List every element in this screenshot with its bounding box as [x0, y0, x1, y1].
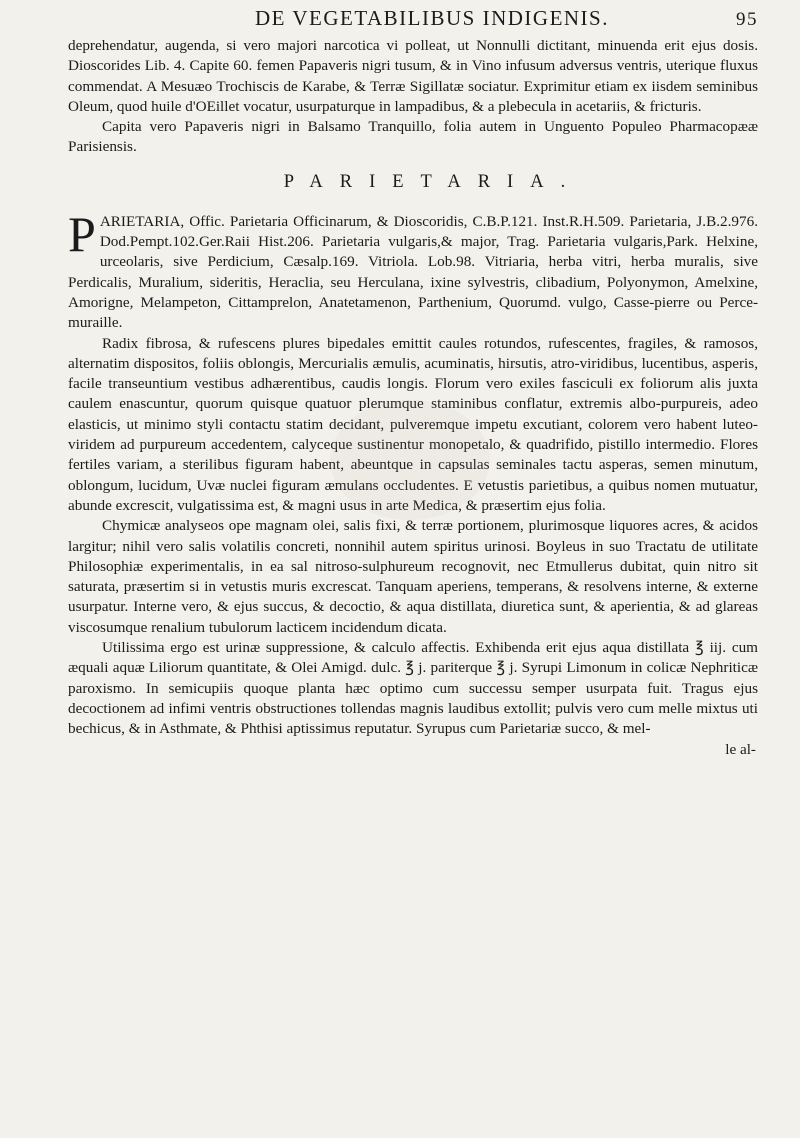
header-title: DE VEGETABILIBUS INDIGENIS. — [255, 6, 609, 30]
drop-cap: P — [68, 205, 96, 262]
second-paragraph: Capita vero Papaveris nigri in Balsamo Tranquillo, folia autem in Unguento Populeo Pharmacopææ Parisiensis. — [68, 118, 758, 156]
body-paragraph-2: Radix fibrosa, & rufescens plures bipedales emittit caules rotundos, rufescentes, fragiles, & ramosos, alternatim dispositos, foliis oblongis, Mercurialis æmulis, acuminatis, hirsutis, atro-viridibus, lucentibus, asperis, facile transeuntium vestibus adhærentibus, caudis longis. Florum vero exiles fasciculi ex foliorum alis juxta caulem enascuntur, quorum quisque quatuor plerumque staminibus conflatur, extremis albo-purpureis, adeo elasticis, ut minimo styli contactu statim decidant, pulveremque impetu excutiant, colorem vero habent luteo-viridem ad purpureum accedentem, calyceque sustinentur monopetalo, & quadrifido, pistillo intermedio. Flores fertiles variam, a sterilibus figuram habent, abeuntque in capsulas seminales tactu asperas, semen minutum, oblongum, lucidum, Uvæ nuclei figuram æmulans occludentes. E vetustis parietibus, a quibus nomen mutuatur, abunde excrescit, vulgatissima est, & magni usus in arte Medica, & præsertim ejus folia. — [68, 334, 758, 514]
body-paragraph-3: Chymicæ analyseos ope magnam olei, salis fixi, & terræ portionem, plurimosque liquores acres, & acidos largitur; nihil vero salis volatilis concreti, nonnihil autem spiritus urinosi. Boyleus in suo Tractatu de utilitate Philosophiæ experimentalis, in ea sal nitroso-sulphureum recognovit, nec Etmullerus dubitat, quin nitro sit saturata, præsertim si in vetustis muris excrescat. Tanquam aperiens, temperans, & resolvens interne, & externe usurpatur. Interne vero, & ejus succus, & decoctio, & aqua distillata, diuretica sunt, & aperientia, & ad glareas viscosumque renalium tubulorum lacticem incidendum dicata. — [68, 517, 758, 636]
page-number: 95 — [736, 9, 758, 30]
section-title: PARIETARIA. — [283, 171, 583, 192]
intro-paragraph: deprehendatur, augenda, si vero majori narcotica vi polleat, ut Nonnulli dictitant, minuenda erit ejus dosis. Dioscorides Lib. 4. Capite 60. femen Papaveris nigri tusum, & in Vino infusum adversus ventris, uterique fluxus commendat. A Mesuæo Trochiscis de Karabe, & Terræ Sigillatæ sociatur. Exprimitur etiam ex iisdem seminibus Oleum, quod huile d'OEillet vocatur, usurpaturque in lampadibus, & a plebecula in acetariis, & fricturis. — [68, 37, 758, 115]
body-paragraph-4: Utilissima ergo est urinæ suppressione, & calculo affectis. Exhibenda erit ejus aqua distillata ℥ iij. cum æquali aquæ Liliorum quantitate, & Olei Amigd. dulc. ℥ j. pariterque ℥ j. Syrupi Limonum in colicæ Nephriticæ paroxismo. In semicupiis quoque planta hæc optimo cum successu semper usurpata fuit. Tragus ejus decoctionem ad infimi ventris obstructiones tollendas magnis laudibus extollit; pulvis vero cum melle mixtus uti bechicus, & in Asthmate, & Phthisi aptissimus reputatur. Syrupus cum Parietariæ succo, & mel- — [68, 639, 758, 738]
running-header — [68, 6, 758, 36]
body-paragraph-1: ARIETARIA, Offic. Parietaria Officinarum, & Dioscoridis, C.B.P.121. Inst.R.H.509. Parietaria, J.B.2.976. Dod.Pempt.102.Ger.Raii Hist.206. Parietaria vulgaris,& major, Trag. Parietaria vulgaris,Park. Helxine, urceolaris, sive Perdicium, Cæsalp.169. Vitriola. Lob.98. Vitriaria, herba vitri, herba muralis, sive Perdicalis, Muralium, sideritis, Heraclia, seu Herculana, ixine sylvestris, clibadium, Polyonymon, Amelxine, Amorigne, Melampeton, Cittamprelon, Anatetamenon, Parthenium, Quorumd. vulgo, Casse-pierre ou Perce-muraille. — [68, 212, 758, 332]
catchword: le al- — [725, 740, 756, 758]
parietaria-entry — [68, 205, 758, 334]
paper-stain — [330, 400, 490, 520]
